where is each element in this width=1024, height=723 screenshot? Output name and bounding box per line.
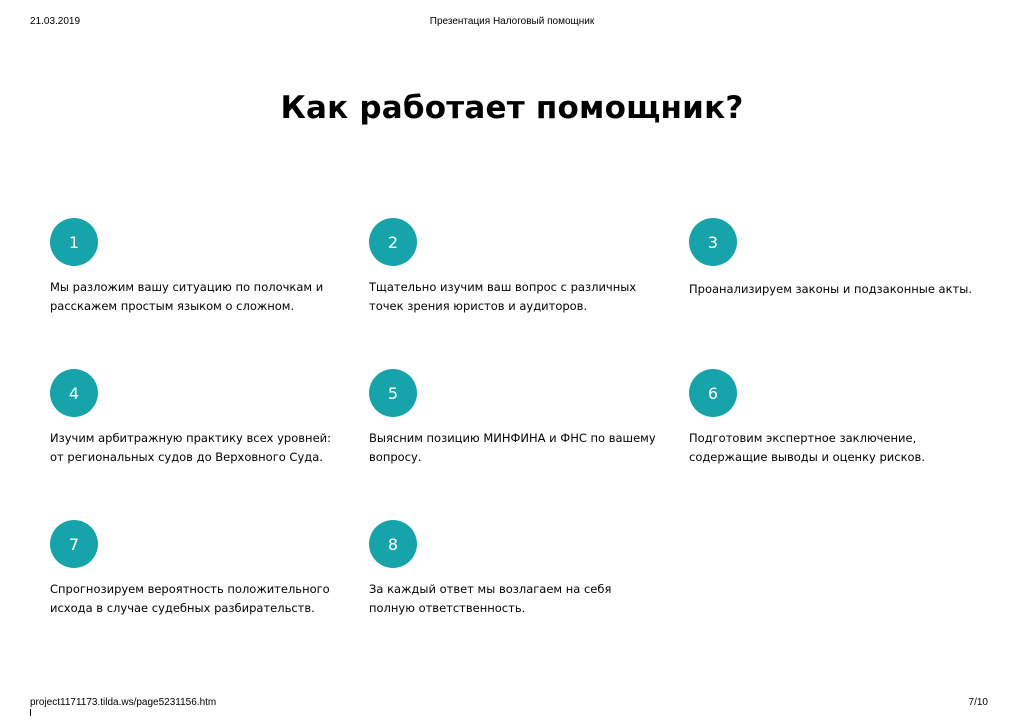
step-6 xyxy=(689,369,1009,520)
steps-grid xyxy=(50,218,1010,671)
page-title: Как работает помощник? xyxy=(280,90,744,126)
step-number-badge: 5 xyxy=(369,369,417,417)
step-description: Тщательно изучим ваш вопрос с различных точек зрения юристов и аудиторов. xyxy=(369,280,637,313)
step-description: Выясним позицию МИНФИНА и ФНС по вашему вопросу. xyxy=(369,431,656,464)
step-description: За каждый ответ мы возлагаем на себя полную ответственность. xyxy=(369,582,612,615)
step-4 xyxy=(50,369,369,520)
print-date: 21.03.2019 xyxy=(30,16,81,27)
step-description: Спрогнозируем вероятность положительного исхода в случае судебных разбирательств. xyxy=(50,582,330,615)
step-number-badge: 3 xyxy=(689,218,737,266)
print-footer xyxy=(0,697,1024,711)
footer-mark xyxy=(30,709,31,716)
step-5 xyxy=(369,369,689,520)
print-header xyxy=(0,16,1024,30)
print-document-title: Презентация Налоговый помощник xyxy=(429,16,595,27)
step-1 xyxy=(50,218,369,369)
step-number-badge: 6 xyxy=(689,369,737,417)
step-number-badge: 1 xyxy=(50,218,98,266)
step-number-badge: 7 xyxy=(50,520,98,568)
page-number: 7/10 xyxy=(968,697,988,708)
step-2 xyxy=(369,218,689,369)
step-description: Мы разложим вашу ситуацию по полочкам и расскажем простым языком о сложном. xyxy=(50,280,324,313)
print-url: project1171173.tilda.ws/page5231156.htm xyxy=(30,697,217,708)
step-description: Изучим арбитражную практику всех уровней: от региональных судов до Верховного Суда. xyxy=(50,431,331,464)
step-number-badge: 4 xyxy=(50,369,98,417)
step-8 xyxy=(369,520,689,671)
step-number-badge: 2 xyxy=(369,218,417,266)
step-description: Подготовим экспертное заключение, содержащие выводы и оценку рисков. xyxy=(689,431,925,464)
step-number-badge: 8 xyxy=(369,520,417,568)
step-description: Проанализируем законы и подзаконные акты. xyxy=(689,282,972,296)
step-7 xyxy=(50,520,369,671)
step-3 xyxy=(689,218,1009,369)
